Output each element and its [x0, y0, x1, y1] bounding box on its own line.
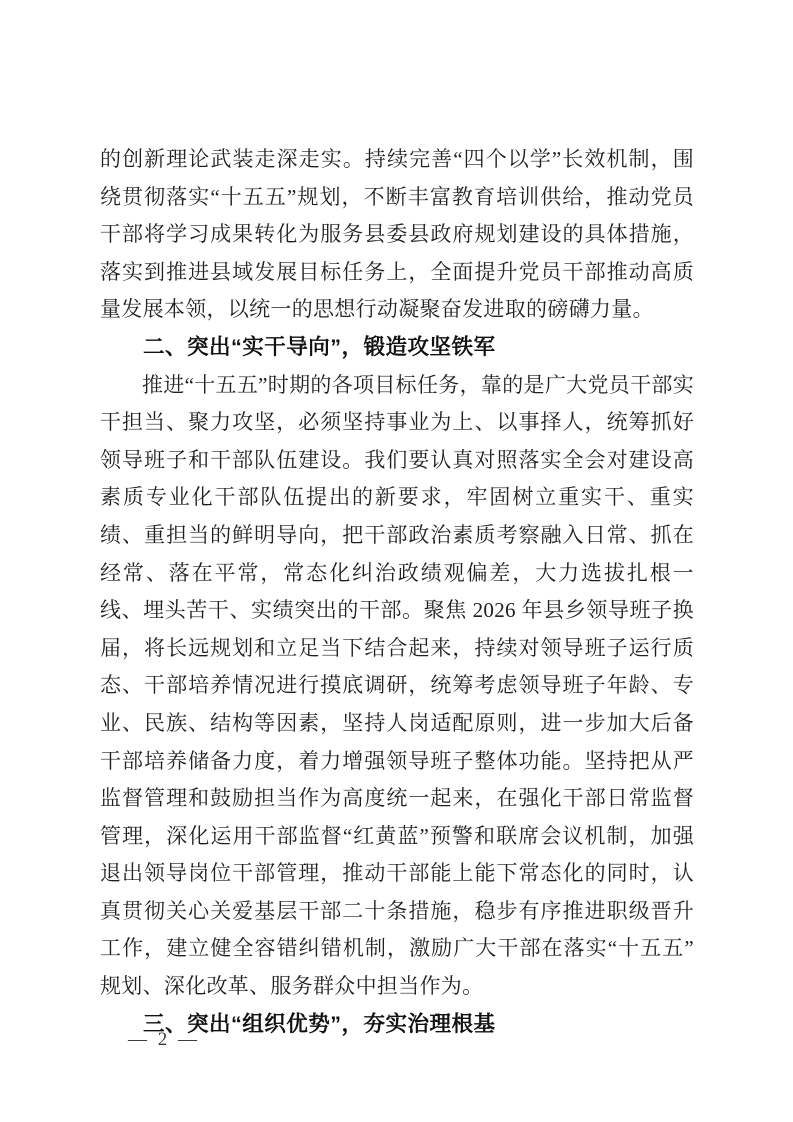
- section-heading-2: 二、突出“实干导向”，锻造攻坚铁军: [143, 334, 496, 359]
- section-heading-3: 三、突出“组织优势”，夯实治理根基: [143, 1011, 496, 1036]
- document-body: [100, 141, 694, 1043]
- paragraph-section-2: 推进“十五五”时期的各项目标任务，靠的是广大党员干部实干担当、聚力攻坚，必须坚持事业为上、以事择人，统筹抓好领导班子和干部队伍建设。我们要认真对照落实全会对建设高素质专业化干部队伍提出的新要求，牢固树立重实干、重实绩、重担当的鲜明导向，把干部政治素质考察融入日常、抓在经常、落在平常，常态化纠治政绩观偏差，大力选拔扎根一线、埋头苦干、实绩突出的干部。聚焦 2026 年县乡领导班子换届，将长远规划和立足当下结合起来，持续对领导班子运行质态、干部培养情况进行摸底调研，统筹考虑领导班子年龄、专业、民族、结构等因素，坚持人岗适配原则，进一步加大后备干部培养储备力度，着力增强领导班子整体功能。坚持把从严监督管理和鼓励担当作为高度统一起来，在强化干部日常监督管理，深化运用干部监督“红黄蓝”预警和联席会议机制，加强退出领导岗位干部管理，推动干部能上能下常态化的同时，认真贯彻关心关爱基层干部二十条措施，稳步有序推进职级晋升工作，建立健全容错纠错机制，激励广大干部在落实“十五五”规划、深化改革、服务群众中担当作为。: [100, 372, 694, 999]
- paragraph-continuation: 的创新理论武装走深走实。持续完善“四个以学”长效机制，围绕贯彻落实“十五五”规划，不断丰富教育培训供给，推动党员干部将学习成果转化为服务县委县政府规划建设的具体措施，落实到推进县域发展目标任务上，全面提升党员干部推动高质量发展本领，以统一的思想行动凝聚奋发进取的磅礴力量。: [100, 147, 694, 322]
- page-number: — 2 —: [128, 1029, 200, 1050]
